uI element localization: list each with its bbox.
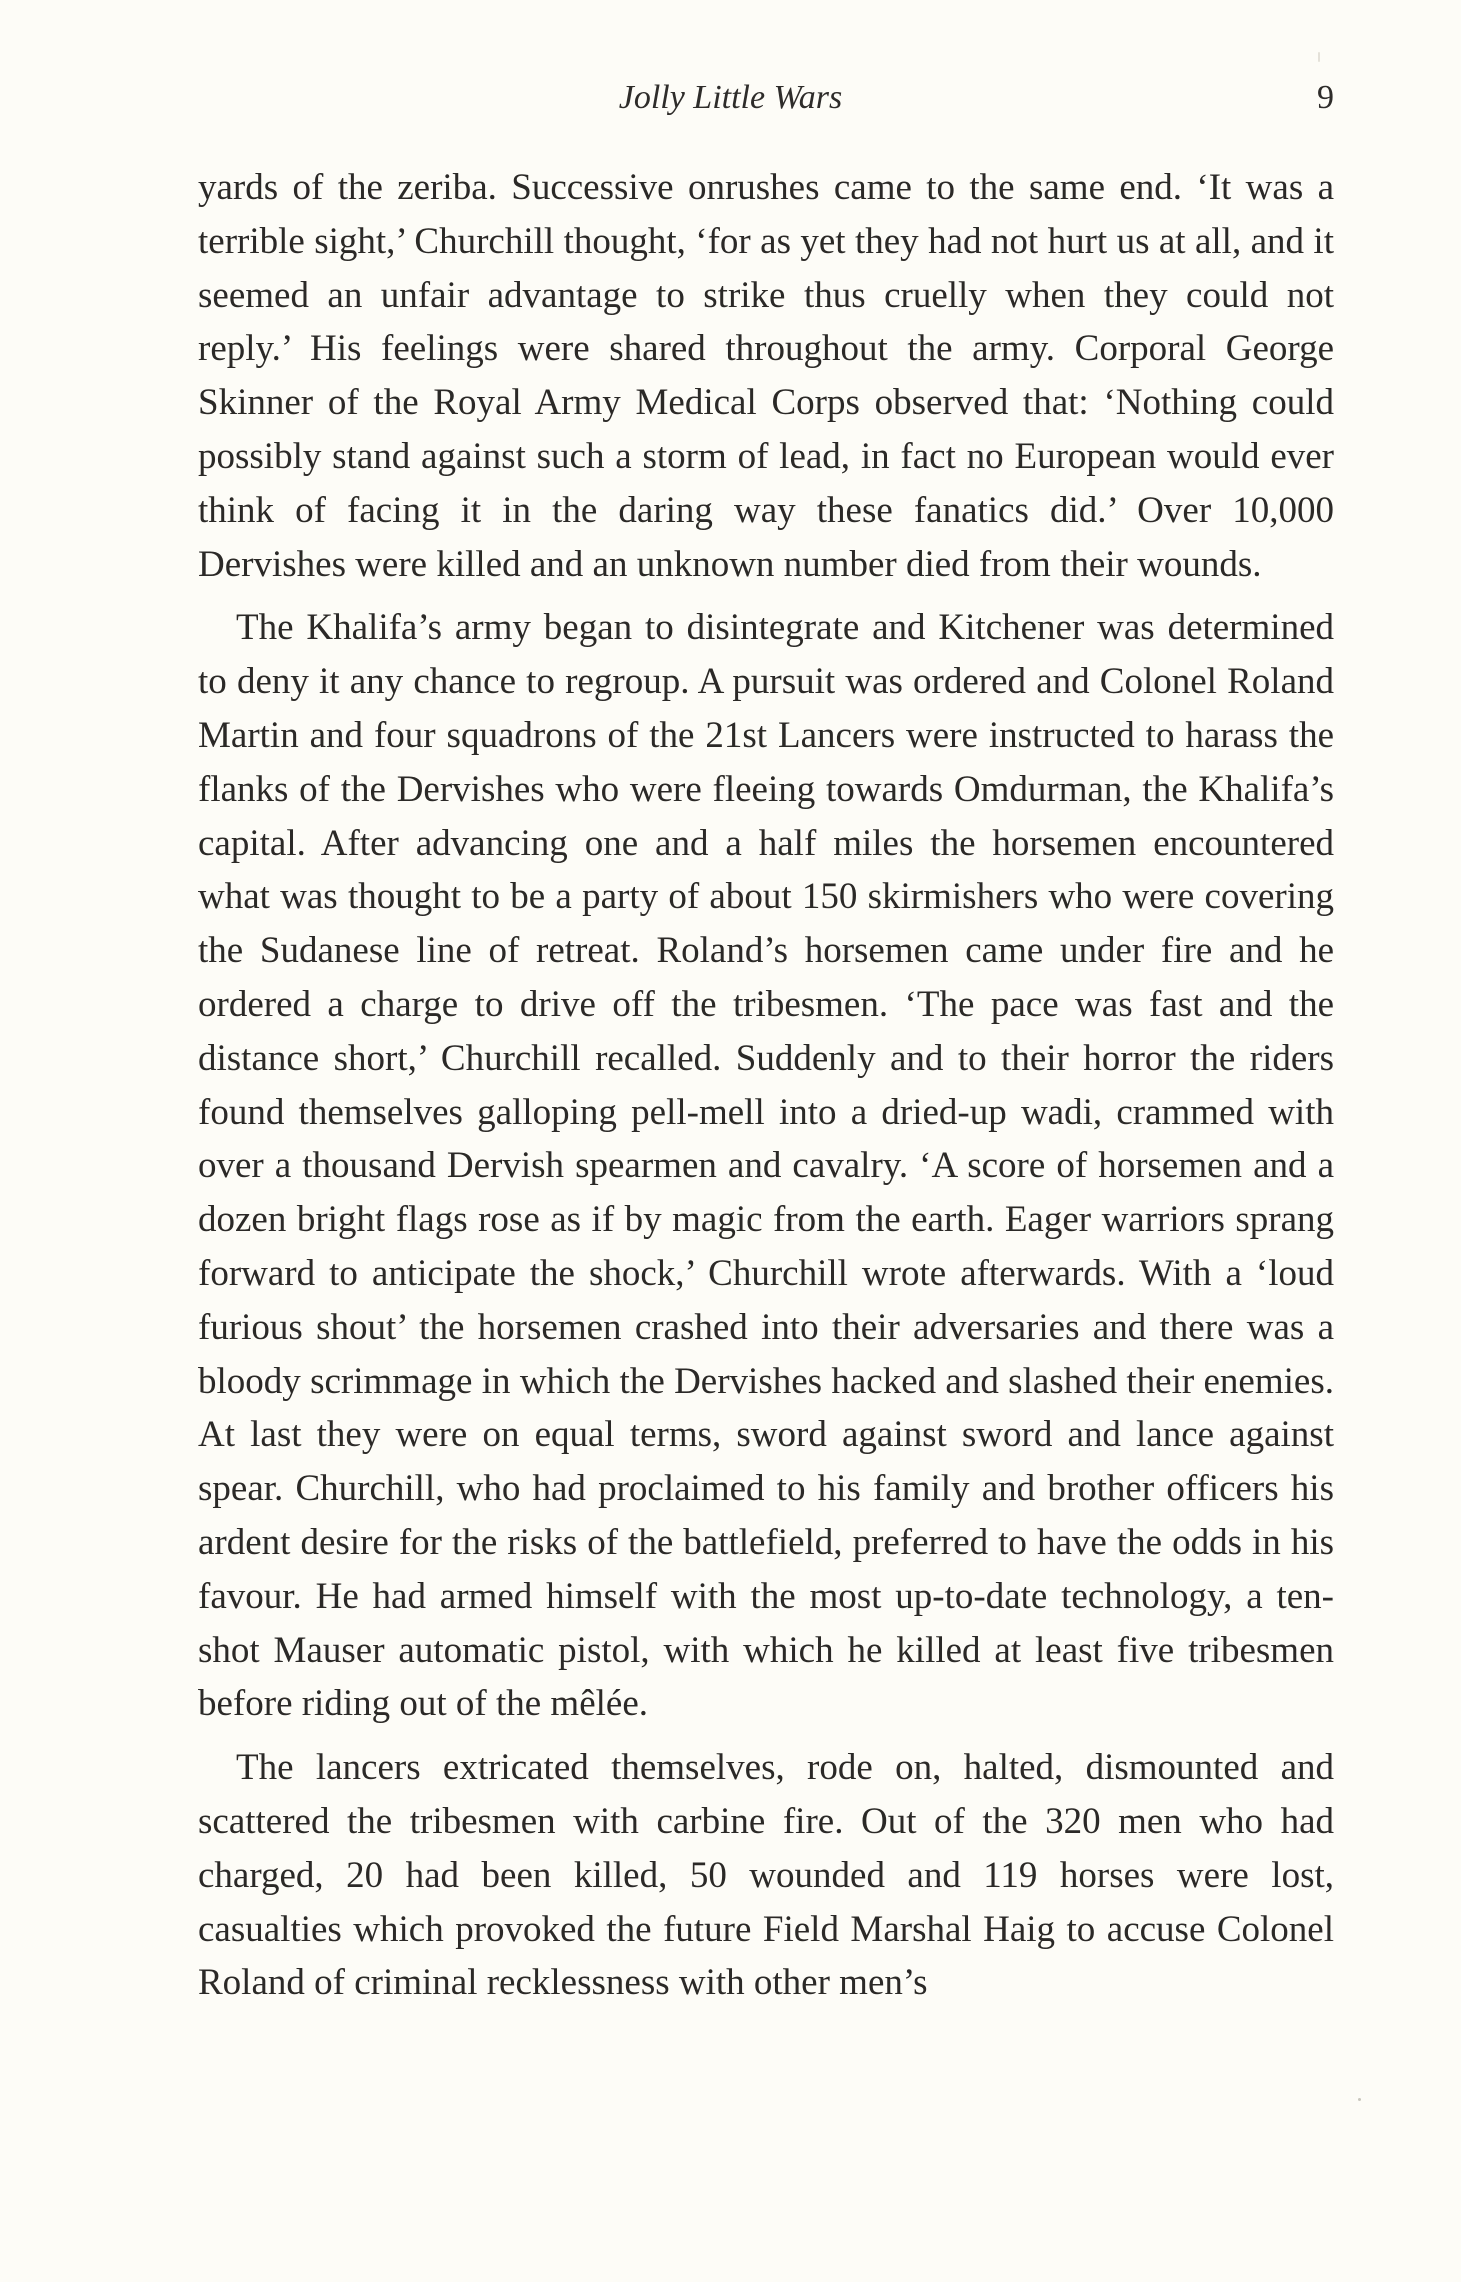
- paper-speck: [1358, 2098, 1361, 2101]
- paragraph-3: The lancers extricated themselves, rode on, halted, dismounted and scattered the tribesmen with carbine fire. Out of the 320 men who had charged, 20 had been killed, 50 wounded and 119 horses were lost, casualties which provoked the future Field Marshal Haig to accuse Colonel Roland of criminal recklessness with other men’s: [198, 1747, 1334, 2004]
- page-number: 9: [1317, 79, 1334, 116]
- paragraph-1: yards of the zeriba. Successive onrushes came to the same end. ‘It was a terrible sight,’ Churchill thought, ‘for as yet they had not hurt us at all, and it seemed an unfair advantage to strike thus cruelly when they could not reply.’ His feelings were shared throughout the army. Corporal George Skinner of the Royal Army Medical Corps observed that: ‘Nothing could possibly stand against such a storm of lead, in fact no European would ever think of facing it in the daring way these fanatics did.’ Over 10,000 Dervishes were killed and an unknown number died from their wounds.: [198, 167, 1334, 585]
- body-text: [198, 161, 1334, 2020]
- running-title: Jolly Little Wars: [618, 79, 843, 116]
- paper-speck: [1318, 52, 1320, 62]
- running-head: [0, 76, 1461, 120]
- paragraph-2: The Khalifa’s army began to disintegrate and Kitchener was determined to deny it any chance to regroup. A pursuit was ordered and Colonel Roland Martin and four squadrons of the 21st Lancers were instructed to harass the flanks of the Dervishes who were fleeing towards Omdurman, the Khalifa’s capital. After advancing one and a half miles the horsemen encountered what was thought to be a party of about 150 skirmishers who were covering the Sudanese line of retreat. Roland’s horsemen came under fire and he ordered a charge to drive off the tribesmen. ‘The pace was fast and the distance short,’ Churchill recalled. Suddenly and to their horror the riders found themselves galloping pell-mell into a dried-up wadi, crammed with over a thousand Dervish spearmen and cavalry. ‘A score of horsemen and a dozen bright flags rose as if by magic from the earth. Eager warriors sprang forward to anticipate the shock,’ Churchill wrote afterwards. With a ‘loud furious shout’ the horsemen crashed into their adversaries and there was a bloody scrimmage in which the Dervishes hacked and slashed their enemies. At last they were on equal terms, sword against sword and lance against spear. Churchill, who had proclaimed to his family and brother officers his ardent desire for the risks of the battlefield, preferred to have the odds in his favour. He had armed himself with the most up-to-date technology, a ten-shot Mauser automatic pistol, with which he killed at least five tribesmen before riding out of the mêlée.: [198, 607, 1334, 1725]
